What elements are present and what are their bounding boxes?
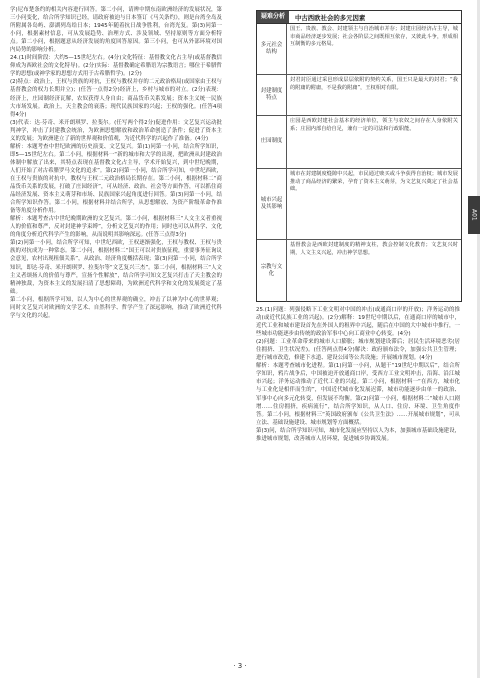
box-row [257,75,461,116]
row-text: 庄园是西欧封建社会基本的经济单位，领主与农奴之间存在人身依附关系；庄园内部自给自足，兼有一定的司法和行政职能。 [290,118,458,132]
box-row [257,169,461,240]
row-label: 宗教与文化 [257,240,287,302]
answer-paragraph: 25.(1)问题：列强侵略下工业文明对中国的冲击(或通商口岸的开放)；洋务运动的推动(或近代民族工业的兴起)。(2分)解释：19世纪中期以后，在通商口岸的城市中，近代工业和城市建设首先在外国人的租界中兴起，随后在中国的大中城市中推行，一些城市功能逐步由传统的政治军事中心向工商业中心转变。(4分) [256,307,460,338]
side-tab: A01 [468,196,480,234]
row-label: 多元社会结构 [257,24,287,74]
analysis-paragraph: 解析：本题考查城市化进程。第(1)问第一小问，从题干“19世纪中期以后”，结合所学知识，鸦片战争后，中国被迫开放通商口岸，受西方工业文明冲击，沿海、沿江城市兴起；洋务运动推动了近代工业的兴起。第二小问，根据材料一“在西方，城市化与工业化是相伴而生的”，中国近代城市化发展迟滞，城市功能逐步由单一的政治、军事中心向多元化转变，但发展不均衡。第(2)问第一小问，根据材料二“城市人口剧增……住房拥挤，疾病流行”，结合所学知识，从人口、住房、环境、卫生角度作答。第二小问，根据材料三“英国政府颁布《公共卫生法》……开展城市规划”，可从立法、基础设施建设、城市规划等方面概括。 [256,363,460,426]
box-tag: 疑难分析 [257,11,289,23]
row-text: 封君封臣通过采邑形成层层依附的契约关系，国王只是最大的封君；“我的附庸的附庸，不是我的附庸”，王权相对有限。 [290,77,458,91]
box-header [257,11,461,24]
box-row [257,24,461,75]
answer-paragraph: (3)代表：达·芬奇、米开朗琪罗、拉斐尔。(任写两个得2分)促进作用：文艺复兴运动批判神学，冲击了封建教会统治，为欧洲思想解放和政治革命创造了条件；促进了资本主义的发展；为欧洲建立了新的世界观和价值观，为近代科学的兴起作了准备。(4分) [10,119,222,142]
box-title: 中古西欧社会的多元因素 [295,13,366,22]
box-row [257,116,461,169]
answer-paragraph: 学)尼布楚条约的相关内容进行回答。第二小问，请辨中期东南欧洲经济的发展状况，第三小问变化，给合所学知识已经，请政府被迫与日本签订《马关条约》，则是台湾全岛及所附属各岛屿、澎湖列岛给日本；1945年随着抗日战争胜利，台湾光复。第(3)问第一小问，根据素材信息，可从发展趋势、治理方式、涉及领域、坚持原则等方面分析特点。第二小问，根据题意从经济发展的角度回答原因。第三小问，也可从外部环境对国内局势的影响分析。 [10,7,222,54]
box-row [257,240,461,302]
answer-paragraph: (2)问题：工业革命带来的城市人口膨胀；城市规划建设滞后；居民生活环境恶劣(居住拥挤、卫生状况差)。(任答两点得4分)解决：政府颁布法令，加强公共卫生管理；进行城市改造，修建下水道、建设公园等公共设施；开展城市规划。(4分) [256,339,460,362]
row-text: 国王、贵族、教会、封建领主与自治城市并存；封建庄园经济占主导，城市商品经济逐步发展；社会各阶层之间既相互依存，又彼此斗争，形成相互制衡的多元格局。 [290,26,458,48]
analysis-paragraph: 解析：本题考查古中世纪晚期欧洲的文艺复兴。第二小问，根据材料三“人文主义者重视人的价值和尊严，反对封建神学束缚”，分析文艺复兴的作用；同时也可以从科学、文化的角度分析近代科学产生的影响，从而说明其影响深远。(任答三点得3分) [10,216,222,239]
left-column [10,6,222,660]
right-column [256,306,460,656]
answer-paragraph: 24.(1)时间阶段：大约5—15世纪左右。(4分)文化特征：基督教文化占主导(或基督教信仰成为西欧社会的文化特导)。(2分)实际：基督教确定希腊语为宗教语言；哪位于希腊哲学的思想(或神学家的思想方式用于古希腊哲学)。(2分) [10,55,222,78]
answer-paragraph: (2)特点：政治上，王权与贵族的对抗，王权与教权并存的二元政治格局(或国家由王权与基督教会的权力长期并立)；(任答一点得2分)经济上，乡村与城市的对立。(2分)表现：经济上，庄园制经济瓦解，农奴获得人身自由；商品货币关系发展；资本主义统一民族大市场发展。政治上，天主教会的衰落；现代民族国家的兴起；王权的强化。(任答4项得4分) [10,79,222,118]
difficulty-analysis-box [256,10,462,302]
row-label: 庄园制度 [257,116,287,168]
row-label: 封建制度特点 [257,75,287,115]
analysis-paragraph: 第二小问，根据所学可知，以人为中心的世界观的确立，冲击了以神为中心的世界观；同时文艺复兴对欧洲的文学艺术、自然科学、哲学产生了深远影响，推动了欧洲近代科学与文化的兴起。 [10,296,222,319]
analysis-paragraph: 解析：本题考查中世纪欧洲的历史演变、文艺复兴。第(1)问第一小问，结合所学知识，即5—15世纪左右。第二小问，根据材料一“新的城市和大学的出现，把欧洲从封建政治体制中解放了出来，其特点表现在基督教文化占主导，学术开始复兴，到中世纪晚期，人们开始了对古希腊罗马文化的追求”。第(2)问第一小问，结合所学可知，中世纪西欧，在王权与贵族的对抗中，教权与王权二元政治格局长期存在。第二小问，根据材料二“商品货币关系的发展，打破了庄园经济”，可从经济、政治、社会等方面作答，可以抓住商品经济发展、资本主义萌芽和市场、民族国家兴起角度进行回答。第(3)问第一小问，结合所学知识作答。第二小问，根据材料并结合所学，从思想解放、为资产阶级革命作准备等角度分析作用。 [10,143,222,215]
analysis-paragraph: 第(3)问，结合所学知识可知，城市化发展应坚持以人为本，加强城市基础设施建设，推进城市规划，改善城市人居环境，促进城乡协调发展。 [256,427,460,442]
row-label: 城市兴起及其影响 [257,169,287,239]
row-text: 城市在封建制度缝隙中兴起，市民通过赎买或斗争获得自治权；城市发展推动了商品经济的繁荣，孕育了资本主义萌芽，为文艺复兴奠定了社会基础。 [290,171,458,193]
analysis-paragraph: 第(2)问第一小问，结合所学可知，中世纪西欧，王权逐渐强化，王权与教权、王权与贵族的对抗成为一种常态。第二小问，根据材料二“国王可以对贵族征税，重要事务征询议会意见，农村出现租佃关系”，从政治、经济角度概括表现；第(3)问第一小问，结合所学知识，即达·芬奇、米开朗琪罗、拉斐尔等“文艺复兴三杰”。第二小问，根据材料三“人文主义者颂扬人的价值与尊严，宣扬个性解放”，结合所学可知文艺复兴打击了天主教会的精神独裁，为资本主义的发展扫清了思想障碍，为欧洲近代科学和文化的发展奠定了基础。 [10,240,222,295]
page-number: · 3 · [233,662,247,670]
row-text: 基督教会是西欧封建制度的精神支柱，教会控制文化教育；文艺复兴时期，人文主义兴起，冲击神学思想。 [290,242,458,256]
